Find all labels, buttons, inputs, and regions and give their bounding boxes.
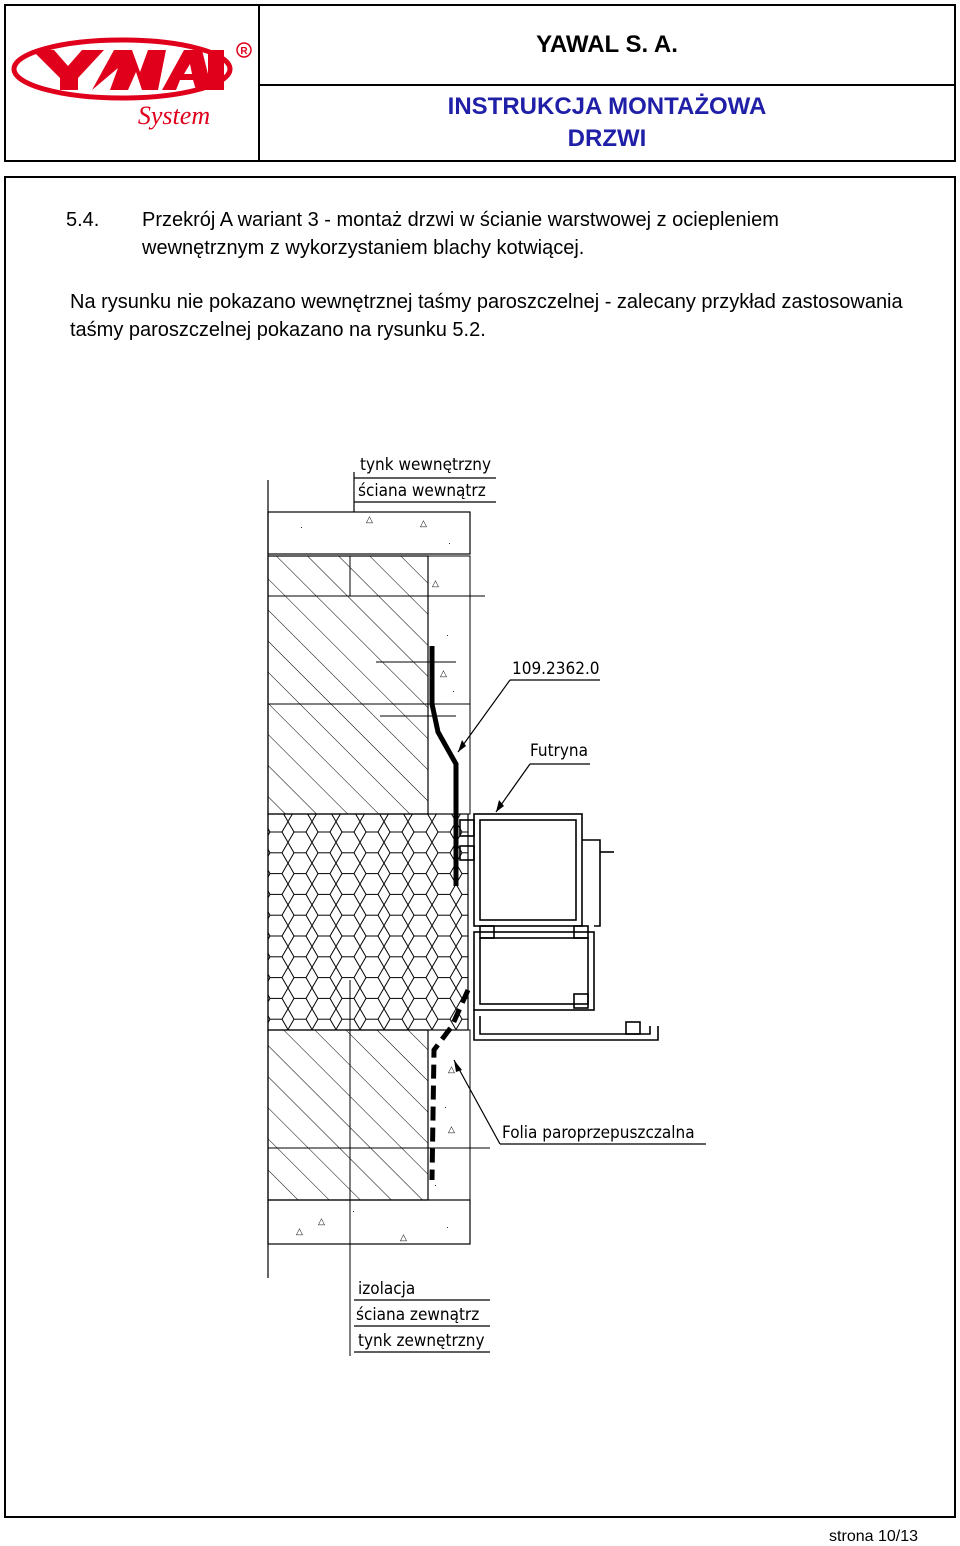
svg-text:△: △ xyxy=(440,668,447,678)
door-frame-profile xyxy=(460,814,658,1040)
svg-text:△: △ xyxy=(366,514,373,524)
svg-text:△: △ xyxy=(296,1226,303,1236)
label-frame: Futryna xyxy=(530,741,588,761)
section-text: Przekrój A wariant 3 - montaż drzwi w ścianie warstwowej z ociepleniem wewnętrznym z wykorzystaniem blachy kotwiącej. xyxy=(142,209,779,259)
svg-text:·: · xyxy=(434,1180,437,1190)
label-insulation: izolacja xyxy=(358,1279,416,1299)
inner-wall-block xyxy=(268,556,428,814)
document-title-line1: INSTRUKCJA MONTAŻOWA xyxy=(447,93,767,120)
document-title xyxy=(260,86,954,160)
label-foil: Folia paroprzepuszczalna xyxy=(502,1123,695,1143)
label-plaster-inner: tynk wewnętrzny xyxy=(360,455,492,475)
svg-text:△: △ xyxy=(400,1232,407,1242)
svg-text:△: △ xyxy=(432,578,439,588)
insulation-block xyxy=(268,814,468,1030)
svg-text:·: · xyxy=(448,538,451,548)
svg-text:·: · xyxy=(446,630,449,640)
document-title-line2: DRZWI xyxy=(567,125,647,152)
outer-wall-block xyxy=(268,1030,428,1200)
svg-text:△: △ xyxy=(420,518,427,528)
svg-text:·: · xyxy=(300,522,303,532)
svg-text:△: △ xyxy=(448,1064,455,1074)
company-name: YAWAL S. A. xyxy=(260,6,954,86)
logo-area xyxy=(6,6,260,160)
cross-section-drawing xyxy=(255,440,725,1360)
outer-plaster-layer xyxy=(268,1200,470,1244)
company-logo xyxy=(6,6,254,156)
registered-mark: R xyxy=(240,46,248,57)
label-wall-outer: ściana zewnątrz xyxy=(356,1305,480,1325)
svg-text:△: △ xyxy=(448,1124,455,1134)
section-number: 5.4. xyxy=(66,209,100,231)
svg-text:△: △ xyxy=(318,1216,325,1226)
svg-text:·: · xyxy=(452,686,455,696)
label-plaster-outer: tynk zewnętrzny xyxy=(358,1331,485,1351)
svg-text:·: · xyxy=(444,1102,447,1112)
logo-subtext: System xyxy=(137,101,211,130)
label-wall-inner: ściana wewnątrz xyxy=(358,481,486,501)
svg-text:·: · xyxy=(352,1206,355,1216)
note-paragraph: Na rysunku nie pokazano wewnętrznej taśmy paroszczelnej - zalecany przykład zastosowania taśmy paroszczelnej pokazano na rysunku 5.2. xyxy=(70,291,903,341)
document-header xyxy=(4,4,956,162)
svg-text:·: · xyxy=(446,1222,449,1232)
page-number: strona 10/13 xyxy=(829,1528,918,1545)
label-part-number: 109.2362.0 xyxy=(512,659,600,679)
